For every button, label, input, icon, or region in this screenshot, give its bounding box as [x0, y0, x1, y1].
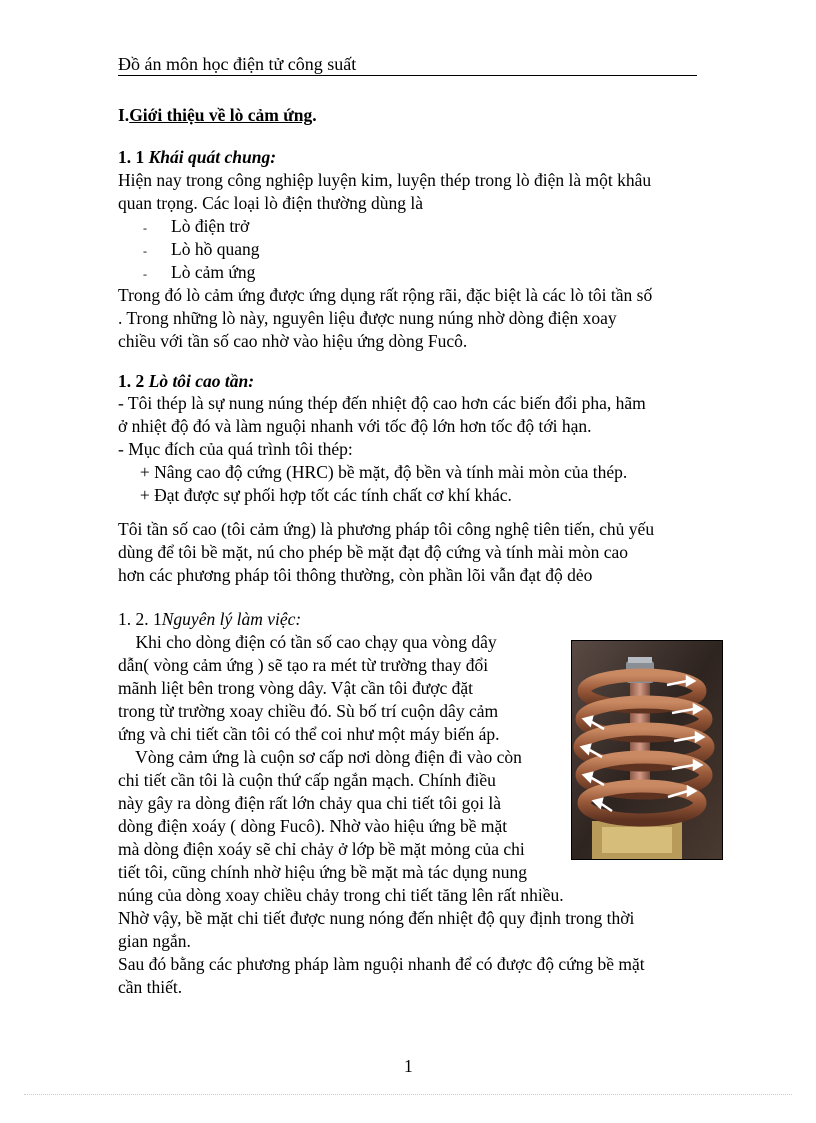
- heading-1-2-1-title: Nguyên lý làm việc:: [161, 609, 302, 629]
- paragraph-line: . Trong những lò này, nguyên liệu được nung núng nhờ dòng điện xoay: [118, 308, 617, 328]
- paragraph-line: trong từ trường xoay chiều đó. Sù bố trí cuộn dây cảm: [118, 701, 499, 721]
- paragraph-line: quan trọng. Các loại lò điện thường dùng là: [118, 193, 424, 213]
- paragraph-line: Trong đó lò cảm ứng được ứng dụng rất rộng rãi, đặc biệt là các lò tôi tần số: [118, 285, 653, 305]
- paragraph-line: Khi cho dòng điện có tần số cao chạy qua vòng dây: [118, 632, 497, 652]
- list-item: [143, 261, 255, 285]
- dash-icon: -: [143, 243, 147, 258]
- paragraph-line: dẫn( vòng cảm ứng ) sẽ tạo ra mét từ trường thay đổi: [118, 655, 489, 675]
- paragraph-line: Vòng cảm ứng là cuộn sơ cấp nơi dòng điện đi vào còn: [118, 747, 522, 767]
- paragraph-line: Sau đó bằng các phương pháp làm nguội nhanh để có được độ cứng bề mặt: [118, 954, 645, 974]
- paragraph-line: Tôi tần số cao (tôi cảm ứng) là phương pháp tôi công nghệ tiên tiến, chủ yếu: [118, 519, 655, 539]
- list-item-label: Lò hồ quang: [171, 239, 260, 259]
- paragraph-line: ở nhiệt độ đó và làm nguội nhanh với tốc độ lớn hơn tốc độ tới hạn.: [118, 416, 592, 436]
- paragraph-line: chi tiết cần tôi là cuộn thứ cấp ngắn mạch. Chính điều: [118, 770, 496, 790]
- paragraph-line: tiết tôi, cũng chính nhờ hiệu ứng bề mặt mà tác dụng nung: [118, 862, 528, 882]
- paragraph-line: Nhờ vậy, bề mặt chi tiết được nung nóng đến nhiệt độ quy định trong thời: [118, 908, 635, 928]
- header-title: Đồ án môn học điện tử công suất: [118, 54, 357, 74]
- heading-1-2: [118, 370, 254, 392]
- paragraph-line: dòng điện xoáy ( dòng Fucô). Nhờ vào hiệu ứng bề mặt: [118, 816, 508, 836]
- paragraph-line: này gây ra dòng điện rất lớn chảy qua chi tiết tôi gọi là: [118, 793, 501, 813]
- heading-1-title: Giới thiệu về lò cảm ứng: [129, 105, 313, 125]
- heading-1: [118, 104, 317, 126]
- footer-divider: [24, 1094, 792, 1095]
- heading-1-suffix: .: [312, 105, 317, 125]
- paragraph-line: + Đạt được sự phối hợp tốt các tính chất cơ khí khác.: [118, 485, 512, 505]
- paragraph-line: Hiện nay trong công nghiệp luyện kim, luyện thép trong lò điện là một khâu: [118, 170, 652, 190]
- paragraph-line: + Nâng cao độ cứng (HRC) bề mặt, độ bền và tính mài mòn của thép.: [118, 462, 628, 482]
- paragraph-line: ứng và chi tiết cần tôi có thể coi như một máy biến áp.: [118, 724, 500, 744]
- paragraph-line: hơn các phương pháp tôi thông thường, còn phần lõi vẫn đạt độ dẻo: [118, 565, 593, 585]
- heading-1-2-title: Lò tôi cao tần:: [148, 371, 255, 391]
- heading-1-1: [118, 146, 276, 168]
- heading-1-2-number: 1. 2: [118, 371, 149, 391]
- heading-1-2-1-number: 1. 2. 1: [118, 609, 162, 629]
- paragraph-line: cần thiết.: [118, 977, 183, 997]
- header-rule: [118, 75, 697, 76]
- paragraph-line: - Tôi thép là sự nung núng thép đến nhiệt độ cao hơn các biến đổi pha, hãm: [118, 393, 646, 413]
- heading-1-1-number: 1. 1: [118, 147, 149, 167]
- list-item: [143, 238, 259, 262]
- heading-1-2-1: [118, 608, 301, 630]
- paragraph-line: - Mục đích của quá trình tôi thép:: [118, 439, 353, 459]
- paragraph-line: mãnh liệt bên trong vòng dây. Vật cần tôi được đặt: [118, 678, 474, 698]
- paragraph-line: chiều với tần số cao nhờ vào hiệu ứng dòng Fucô.: [118, 331, 468, 351]
- induction-coil-icon: [572, 641, 722, 859]
- list-item-label: Lò cảm ứng: [171, 262, 256, 282]
- paragraph-line: mà dòng điện xoáy sẽ chỉ chảy ở lớp bề mặt mỏng của chi: [118, 839, 525, 859]
- paragraph-line: dùng để tôi bề mặt, nú cho phép bề mặt đạt độ cứng và tính mài mòn cao: [118, 542, 629, 562]
- dash-icon: -: [143, 266, 147, 281]
- list-item: [143, 215, 249, 239]
- heading-1-prefix: I.: [118, 105, 130, 125]
- paragraph-line: gian ngắn.: [118, 931, 191, 951]
- page-number: 1: [404, 1056, 413, 1076]
- paragraph-line: núng của dòng xoay chiều chảy trong chi tiết tăng lên rất nhiều.: [118, 885, 564, 905]
- dash-icon: -: [143, 220, 147, 235]
- heading-1-1-title: Khái quát chung:: [148, 147, 277, 167]
- list-item-label: Lò điện trở: [171, 216, 250, 236]
- induction-coil-photo: [571, 640, 723, 860]
